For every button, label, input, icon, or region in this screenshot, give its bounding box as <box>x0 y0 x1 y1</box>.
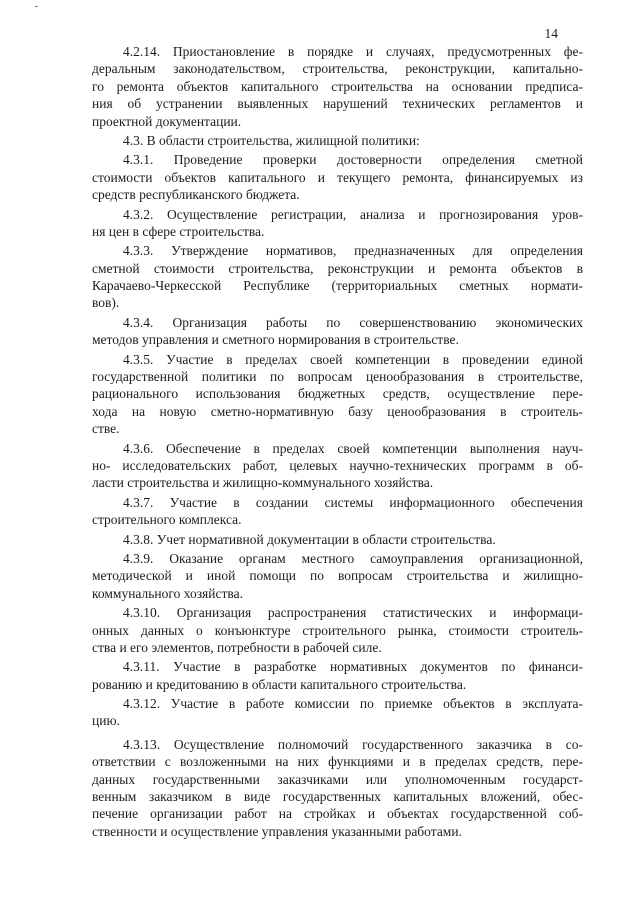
page-number: 14 <box>544 26 558 41</box>
paragraph <box>92 314 583 349</box>
text-line: 4.3.9. Оказание органам местного самоуправления организационной, <box>123 550 583 566</box>
paragraph <box>92 132 583 149</box>
text-line: 4.3. В области строительства, жилищной политики: <box>123 132 420 148</box>
text-line: ния об устранении выявленных нарушений технических регламентов и <box>92 96 583 112</box>
paragraph <box>92 658 583 693</box>
text-line: ня цен в сфере строительства. <box>92 223 265 239</box>
text-line: сметной стоимости строительства, реконструкции и ремонта объектов в <box>92 260 583 276</box>
text-line: средств республиканского бюджета. <box>92 187 300 203</box>
text-line: онных данных о конъюнктуре строительного рынка, стоимости строитель- <box>92 622 583 638</box>
text-line: деральным законодательством, строительства, реконструкции, капитально- <box>92 61 583 77</box>
text-line: печение организации работ на стройках и объектах государственной соб- <box>92 806 583 822</box>
text-line: 4.3.8. Учет нормативной документации в области строительства. <box>123 531 496 547</box>
paragraph <box>92 206 583 241</box>
text-line: 4.2.14. Приостановление в порядке и случаях, предусмотренных фе- <box>123 44 583 59</box>
text-line: венным заказчиком в виде государственных капитальных вложений, обес- <box>92 789 583 805</box>
paragraph <box>92 550 583 602</box>
text-line: 4.3.5. Участие в пределах своей компетенции в проведении единой <box>123 351 583 367</box>
text-line: 4.3.3. Утверждение нормативов, предназначенных для определения <box>123 243 583 259</box>
text-line: цию. <box>92 713 120 729</box>
text-line: 4.3.11. Участие в разработке нормативных документов по финанси- <box>123 659 583 675</box>
text-line: методической и иной помощи по вопросам строительства и жилищно- <box>92 568 583 584</box>
text-line: 4.3.4. Организация работы по совершенствованию экономических <box>123 314 583 330</box>
paragraph <box>92 440 583 492</box>
text-line: строительного комплекса. <box>92 512 242 528</box>
paragraph <box>92 604 583 656</box>
text-line: 4.3.6. Обеспечение в пределах своей компетенции выполнения науч- <box>123 440 583 456</box>
document-body <box>92 43 583 842</box>
text-line: коммунального хозяйства. <box>92 585 243 601</box>
text-line: 4.3.1. Проведение проверки достоверности определения сметной <box>123 152 583 168</box>
text-line: рационального использования бюджетных средств, осуществление пере- <box>92 386 583 402</box>
text-line: ответствии с возложенными на них функциями и в пределах средств, пере- <box>92 754 583 770</box>
paragraph <box>92 351 583 438</box>
text-line: хода на новую сметно-нормативную базу ценообразования в строитель- <box>92 403 583 419</box>
text-line: 4.3.13. Осуществление полномочий государственного заказчика в со- <box>123 736 583 752</box>
paragraph <box>92 494 583 529</box>
text-line: стве. <box>92 421 120 437</box>
text-line: государственной политики по вопросам ценообразования в строительстве, <box>92 369 583 385</box>
paragraph <box>92 151 583 203</box>
paragraph <box>92 695 583 730</box>
text-line: 4.3.12. Участие в работе комиссии по приемке объектов в эксплуата- <box>123 696 583 712</box>
text-line: 4.3.10. Организация распространения статистических и информаци- <box>123 605 583 621</box>
text-line: ласти строительства и жилищно-коммунального хозяйства. <box>92 475 434 491</box>
text-line: го ремонта объектов капитального строительства на основании предписа- <box>92 78 583 94</box>
paragraph <box>92 736 583 840</box>
paragraph <box>92 43 583 130</box>
text-line: Карачаево-Черкесской Республике (территориальных сметных нормати- <box>92 278 583 294</box>
text-line: вов). <box>92 295 120 311</box>
text-line: 4.3.7. Участие в создании системы информационного обеспечения <box>123 494 583 510</box>
text-line: стоимости объектов капитального и текущего ремонта, финансируемых из <box>92 169 583 185</box>
paragraph <box>92 531 583 548</box>
text-line: рованию и кредитованию в области капитального строительства. <box>92 676 467 692</box>
text-line: ственности и осуществление управления указанными работами. <box>92 823 462 839</box>
text-line: ства и его элементов, потребности в рабочей силе. <box>92 639 382 655</box>
text-line: методов управления и сметного нормирования в строительстве. <box>92 332 459 348</box>
paragraph <box>92 242 583 312</box>
text-line: данных государственными заказчиками или уполномоченным государст- <box>92 771 583 787</box>
text-line: проектной документации. <box>92 113 242 129</box>
text-line: 4.3.2. Осуществление регистрации, анализа и прогнозирования уров- <box>123 206 583 222</box>
text-line: но- исследовательских работ, целевых научно-технических программ в об- <box>92 457 583 473</box>
scan-mark <box>35 6 38 7</box>
